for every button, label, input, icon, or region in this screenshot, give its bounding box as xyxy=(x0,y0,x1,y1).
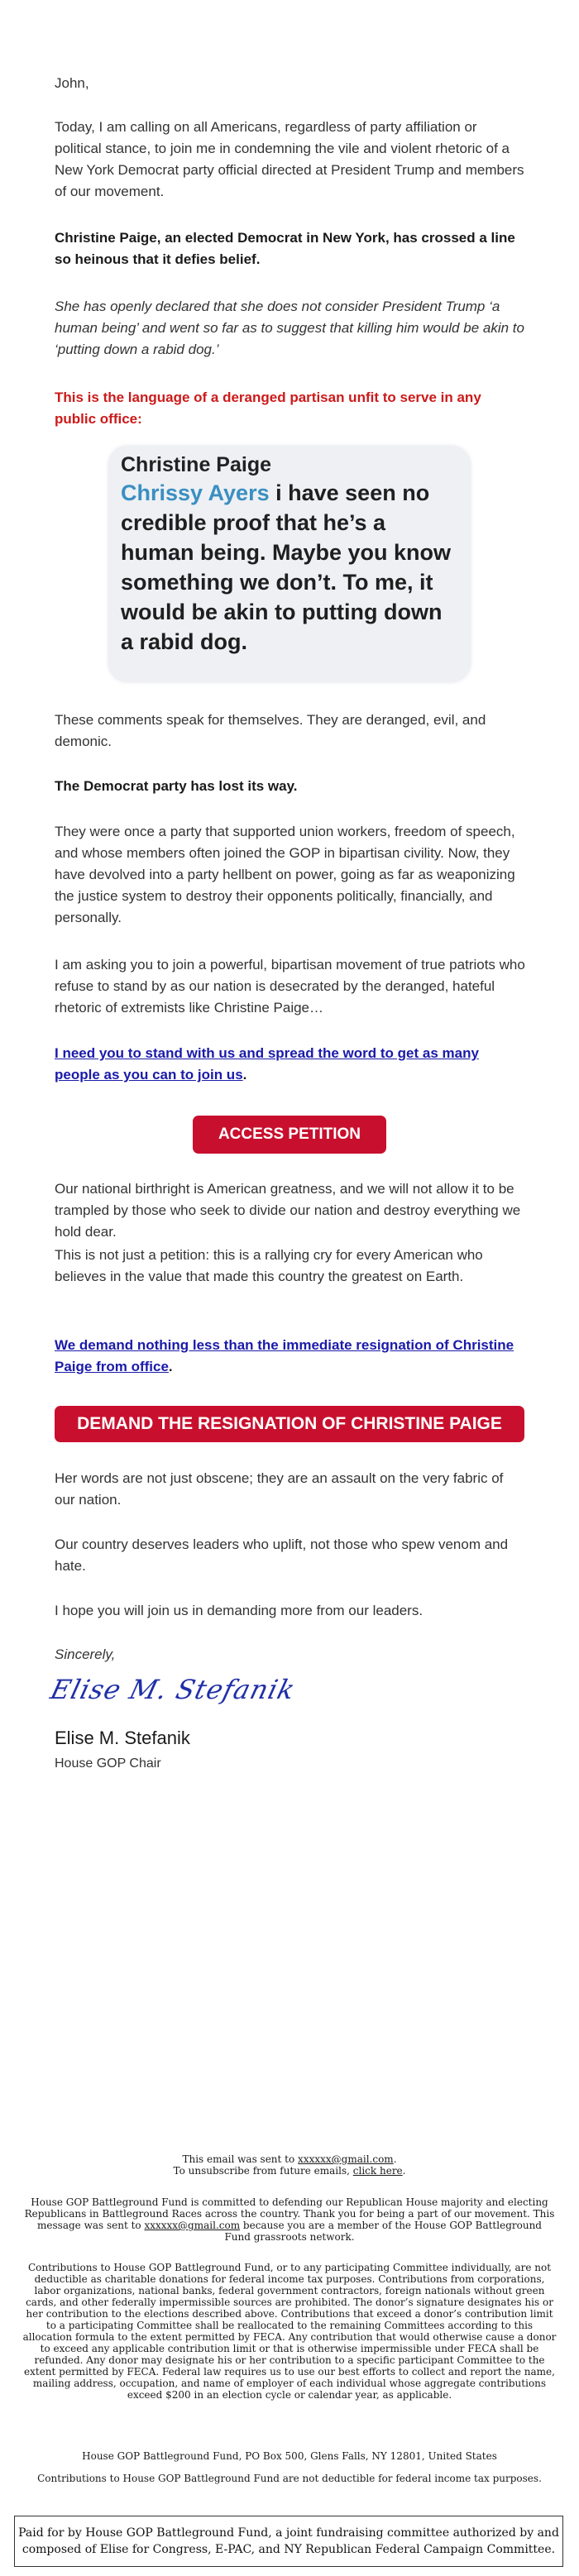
signer-name: Elise M. Stefanik xyxy=(55,1728,190,1748)
quote-author: Christine Paige xyxy=(121,453,271,476)
demand-link-paragraph xyxy=(55,1335,526,1378)
birthright-paragraph: Our national birthright is American greatness, and we will not allow it to be trampled by those who seek to divide our nation and destroy everything we hold dear. xyxy=(55,1181,521,1240)
demand-resignation-link[interactable]: We demand nothing less than the immediate resignation of Christine Paige from office xyxy=(55,1337,514,1374)
rallying-paragraph: This is not just a petition: this is a rallying cry for every American who believes in the value that made this country the greatest on Earth. xyxy=(55,1247,483,1284)
quote-screenshot xyxy=(109,447,470,681)
intro-paragraph: Today, I am calling on all Americans, regardless of party affiliation or political stance, to join me in condemning the vile and violent rhetoric of a New York Democrat party official directed at President Trump and members of our movement. xyxy=(55,119,524,199)
asking-paragraph: I am asking you to join a powerful, bipartisan movement of true patriots who refuse to stand by as our nation is desecrated by the deranged, hateful rhetoric of extremists like Christine Paige… xyxy=(55,957,525,1016)
period: . xyxy=(242,1067,247,1082)
sent-suffix: . xyxy=(393,2153,397,2165)
membership-pre: House GOP Battleground Fund is committed to defending our Republican House majority and electing Republicans in Battleground Races across the country. Thank you for being a part of our movement. This message was sent to xyxy=(24,2196,555,2231)
italic-statement: She has openly declared that she does not consider President Trump ‘a human being’ and went so far as to suggest that killing him would be akin to ‘putting down a rabid dog.’ xyxy=(55,299,524,357)
stand-link-paragraph xyxy=(55,1043,526,1086)
signature-image: Elise M. Stefanik xyxy=(47,1674,299,1705)
comments-paragraph: These comments speak for themselves. They are deranged, evil, and demonic. xyxy=(55,712,486,749)
footer xyxy=(0,2153,579,2177)
quote-tagged-user: Chrissy Ayers xyxy=(121,480,270,505)
once-paragraph: They were once a party that supported union workers, freedom of speech, and whose members often joined the GOP in bipartisan civility. Now, they have devolved into a party hellbent on power, going as far as weaponizing the justice system to destroy their opponents politically, financially, and personally. xyxy=(55,824,515,925)
quote-text xyxy=(121,478,460,657)
unsubscribe-link[interactable]: click here xyxy=(352,2165,403,2177)
quote-body: i have seen no credible proof that he’s a human being. Maybe you know something we don’t. To me, it would be akin to putting down a rabid dog. xyxy=(121,480,452,654)
membership-email-link[interactable]: xxxxxx@gmail.com xyxy=(144,2220,241,2231)
sent-prefix: This email was sent to xyxy=(182,2153,299,2165)
lost-way-heading: The Democrat party has lost its way. xyxy=(55,778,298,794)
access-petition-button[interactable]: ACCESS PETITION xyxy=(193,1116,386,1154)
recipient-email-link[interactable]: xxxxxx@gmail.com xyxy=(298,2153,394,2165)
unsub-suffix: . xyxy=(402,2165,406,2177)
unsub-prefix: To unsubscribe from future emails, xyxy=(173,2165,353,2177)
bold-statement: Christine Paige, an elected Democrat in New York, has crossed a line so heinous that it defies belief. xyxy=(55,230,515,267)
greeting: John, xyxy=(55,75,89,91)
mailing-address: House GOP Battleground Fund, PO Box 500, Glens Falls, NY 12801, United States xyxy=(82,2450,497,2462)
signer-title: House GOP Chair xyxy=(55,1756,161,1771)
membership-note xyxy=(23,2196,556,2243)
period: . xyxy=(168,1359,173,1374)
hope-paragraph: I hope you will join us in demanding more from our leaders. xyxy=(55,1603,423,1618)
sent-to-line xyxy=(0,2153,579,2165)
stand-with-us-link[interactable]: I need you to stand with us and spread the word to get as many people as you can to join us xyxy=(55,1045,479,1082)
leaders-paragraph: Our country deserves leaders who uplift, not those who spew venom and hate. xyxy=(55,1537,509,1574)
tax-note: Contributions to House GOP Battleground Fund are not deductible for federal income tax purposes. xyxy=(37,2473,542,2484)
membership-post: because you are a member of the House GOP Battleground Fund grassroots network. xyxy=(224,2220,542,2243)
red-statement: This is the language of a deranged partisan unfit to serve in any public office: xyxy=(55,390,481,427)
demand-resignation-button[interactable]: DEMAND THE RESIGNATION OF CHRISTINE PAIGE xyxy=(55,1406,524,1442)
unsubscribe-line xyxy=(0,2165,579,2177)
legal-disclaimer: Contributions to House GOP Battleground Fund, or to any participating Committee individually, are not deductible as charitable donations for federal income tax purposes. Contributions from corporations, labor organizations, national banks, federal government contractors, foreign nationals without green cards, and other federally impermissible sources are prohibited. The donor’s signature designates his or her contribution to the elections described above. Contributions that exceed a donor’s contribution limit to a participating Committee shall be reallocated to the remaining Committees according to this allocation formula to the extent permitted by FECA. Any contribution that would otherwise cause a donor to exceed any applicable contribution limit or that is otherwise impermissible under FECA shall be refunded. Any donor may designate his or her contribution to a specific participant Committee to the extent permitted by FECA. Federal law requires us to use our best efforts to collect and report the name, mailing address, occupation, and name of employer of each individual whose aggregate contributions exceed $200 in an election cycle or calendar year, as applicable. xyxy=(22,2262,557,2401)
signoff: Sincerely, xyxy=(55,1646,116,1662)
words-paragraph: Her words are not just obscene; they are an assault on the very fabric of our nation. xyxy=(55,1470,504,1508)
paid-for-disclaimer: Paid for by House GOP Battleground Fund, a joint fundraising committee authorized by and composed of Elise for Congress, E-PAC, and NY Republican Federal Campaign Committee. xyxy=(14,2516,563,2567)
